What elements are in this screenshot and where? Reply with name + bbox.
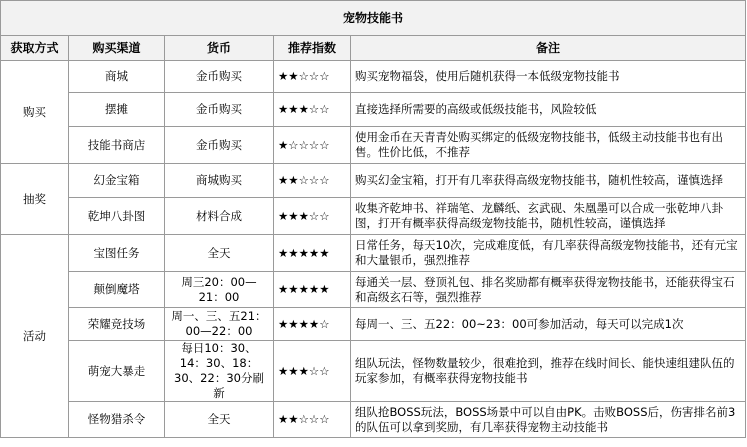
channel-cell: 宝图任务 [69,235,165,272]
currency-cell: 商城购买 [165,164,274,198]
table-row [1,308,746,341]
table-row [1,61,746,93]
note-cell: 直接选择所需要的高级或低级技能书，风险较低 [351,93,746,127]
table-row [1,93,746,127]
note-cell: 每周一、三、五22：00~23：00可参加活动，每天可以完成1次 [351,308,746,341]
currency-cell: 金币购买 [165,93,274,127]
channel-cell: 摆摊 [69,93,165,127]
rating-stars: ★★☆☆☆ [274,61,351,93]
category-cell: 活动 [1,235,69,438]
header-channel: 购买渠道 [69,36,165,61]
currency-cell: 材料合成 [165,198,274,235]
table-row [1,272,746,308]
header-row [1,36,746,61]
category-cell: 购买 [1,61,69,164]
channel-cell: 商城 [69,61,165,93]
table-title: 宠物技能书 [1,1,746,36]
channel-cell: 萌宠大暴走 [69,341,165,402]
table-row [1,198,746,235]
header-currency: 货币 [165,36,274,61]
channel-cell: 技能书商店 [69,127,165,164]
rating-stars: ★☆☆☆☆ [274,127,351,164]
rating-stars: ★★★★☆ [274,308,351,341]
table-row [1,164,746,198]
channel-cell: 幻金宝箱 [69,164,165,198]
header-method: 获取方式 [1,36,69,61]
title-row [1,1,746,36]
channel-cell: 荣耀竞技场 [69,308,165,341]
table-row [1,402,746,438]
note-cell: 使用金币在天青青处购买绑定的低级宠物技能书，低级主动技能书也有出售。性价比低，不推荐 [351,127,746,164]
note-cell: 购买宠物福袋，使用后随机获得一本低级宠物技能书 [351,61,746,93]
currency-cell: 周三20：00—21：00 [165,272,274,308]
currency-cell: 全天 [165,235,274,272]
channel-cell: 乾坤八卦图 [69,198,165,235]
rating-stars: ★★★☆☆ [274,341,351,402]
note-cell: 日常任务，每天10次，完成难度低，有几率获得高级宠物技能书，还有元宝和大量银币，强烈推荐 [351,235,746,272]
note-cell: 组队抢BOSS玩法，BOSS场景中可以自由PK。击败BOSS后，伤害排名前3的队伍可以拿到奖励，有几率获得宠物主动技能书 [351,402,746,438]
rating-stars: ★★★☆☆ [274,93,351,127]
rating-stars: ★★★☆☆ [274,198,351,235]
currency-cell: 周一、三、五21：00—22：00 [165,308,274,341]
currency-cell: 每日10：30、14：30、18：30、22：30分刷新 [165,341,274,402]
table-row [1,127,746,164]
rating-stars: ★★★★★ [274,272,351,308]
rating-stars: ★★☆☆☆ [274,164,351,198]
currency-cell: 金币购买 [165,127,274,164]
category-cell: 抽奖 [1,164,69,235]
currency-cell: 全天 [165,402,274,438]
note-cell: 收集齐乾坤书、祥瑞笔、龙麟纸、玄武砚、朱凰墨可以合成一张乾坤八卦图，打开有概率获得高级宠物技能书，随机性较高，谨慎选择 [351,198,746,235]
table-row [1,341,746,402]
table-row [1,235,746,272]
note-cell: 组队玩法，怪物数量较少，很难抢到，推荐在线时间长、能快速组建队伍的玩家参加，有概率获得宠物技能书 [351,341,746,402]
channel-cell: 怪物猎杀令 [69,402,165,438]
note-cell: 购买幻金宝箱，打开有几率获得高级宠物技能书，随机性较高，谨慎选择 [351,164,746,198]
note-cell: 每通关一层、登顶礼包、排名奖励都有概率获得宠物技能书，还能获得宝石和高级玄石等，强烈推荐 [351,272,746,308]
channel-cell: 颠倒魔塔 [69,272,165,308]
currency-cell: 金币购买 [165,61,274,93]
rating-stars: ★★☆☆☆ [274,402,351,438]
header-note: 备注 [351,36,746,61]
rating-stars: ★★★★★ [274,235,351,272]
header-rating: 推荐指数 [274,36,351,61]
